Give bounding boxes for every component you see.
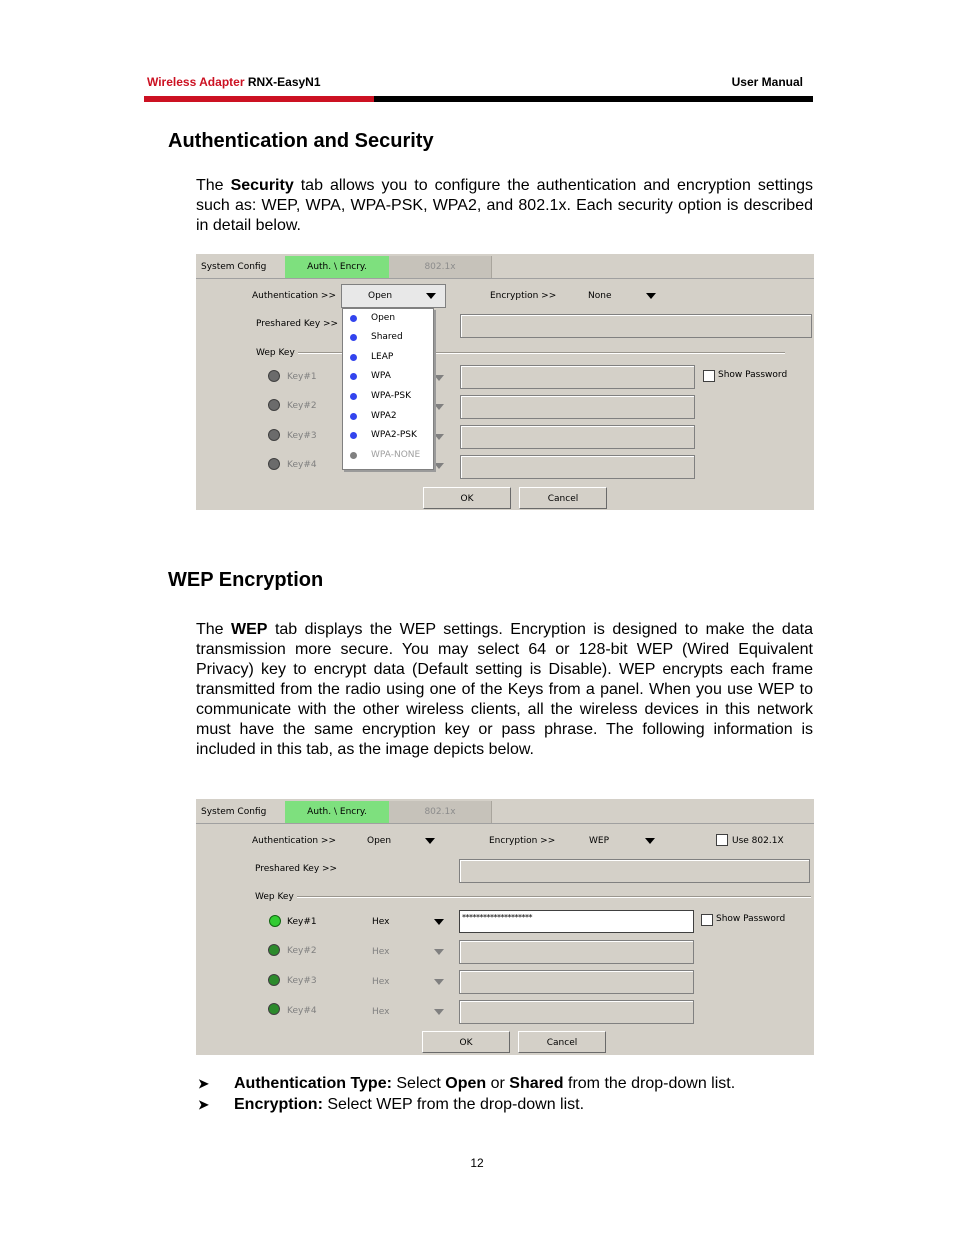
chevron-down-icon[interactable]	[434, 979, 444, 985]
bullet-bold: Shared	[509, 1075, 564, 1092]
preshared-key-input[interactable]	[460, 314, 812, 338]
preshared-key-label: Preshared Key >>	[255, 864, 338, 874]
bullet-plain: or	[486, 1075, 510, 1092]
key1-input[interactable]	[460, 365, 695, 389]
show-password-checkbox[interactable]	[701, 914, 713, 926]
key3-radio[interactable]	[268, 429, 280, 441]
para-text: The	[196, 177, 231, 194]
dropdown-option[interactable]	[343, 309, 433, 328]
option-label: Shared	[371, 332, 403, 342]
cancel-button[interactable]: Cancel	[519, 487, 607, 509]
preshared-key-input[interactable]	[459, 859, 810, 883]
bullet-dot-icon	[350, 432, 357, 439]
dropdown-option[interactable]	[343, 426, 433, 445]
encryption-select[interactable]: None	[588, 291, 612, 301]
header-rule-accent	[144, 96, 374, 102]
chevron-down-icon[interactable]	[434, 434, 444, 440]
key4-input[interactable]	[460, 455, 695, 479]
key4-format[interactable]: Hex	[372, 1007, 390, 1017]
header-brand: Wireless Adapter	[147, 75, 245, 89]
para-text: tab allows you to configure the authentication and encryption settings such as: WEP, WPA, WPA-PSK, WPA2, and 802.1x. Each security option is described in detail below.	[196, 177, 813, 234]
bullet-dot-icon	[350, 354, 357, 361]
header-manual-label: User Manual	[731, 75, 803, 89]
tab-system-config[interactable]: System Config	[196, 256, 290, 278]
show-password-label: Show Password	[718, 370, 788, 380]
bullet-dot-icon	[350, 334, 357, 341]
key1-input[interactable]	[459, 910, 694, 933]
encryption-label: Encryption >>	[490, 291, 557, 301]
preshared-key-label: Preshared Key >>	[256, 319, 339, 329]
chevron-down-icon[interactable]	[434, 375, 444, 381]
tab-system-config[interactable]: System Config	[196, 801, 290, 823]
key1-label: Key#1	[287, 917, 317, 927]
arrow-bullet-icon: ➤	[198, 1097, 209, 1112]
key2-radio[interactable]	[268, 944, 280, 956]
tab-8021x[interactable]: 802.1x	[389, 801, 492, 823]
bullet-bold: Authentication Type:	[234, 1075, 392, 1092]
option-label: LEAP	[371, 352, 394, 362]
para-text: The	[196, 621, 232, 638]
header-title	[147, 75, 321, 89]
key2-radio[interactable]	[268, 399, 280, 411]
key3-radio[interactable]	[268, 974, 280, 986]
key1-radio[interactable]	[268, 370, 280, 382]
page-number: 12	[470, 1156, 484, 1170]
section-title-wep: WEP Encryption	[168, 569, 324, 591]
para-bold: Security	[230, 177, 294, 194]
option-label: WPA2-PSK	[371, 430, 417, 440]
bullet-dot-icon	[350, 373, 357, 380]
dropdown-option[interactable]	[343, 348, 433, 367]
chevron-down-icon[interactable]	[434, 1009, 444, 1015]
screenshot-wep-settings	[196, 799, 814, 1055]
chevron-down-icon[interactable]	[434, 404, 444, 410]
arrow-bullet-icon: ➤	[198, 1076, 209, 1091]
tab-auth-encry[interactable]: Auth. \ Encry.	[285, 256, 389, 278]
chevron-down-icon[interactable]	[434, 463, 444, 469]
key1-input-value: ********************	[462, 913, 532, 922]
key3-format[interactable]: Hex	[372, 977, 390, 987]
key3-input[interactable]	[459, 970, 694, 994]
para-bold: WEP	[231, 621, 268, 638]
auth-dropdown-list	[342, 308, 434, 470]
use-8021x-label: Use 802.1X	[732, 836, 784, 846]
dropdown-option-disabled	[343, 446, 433, 465]
key2-input[interactable]	[460, 395, 695, 419]
dropdown-option[interactable]	[343, 367, 433, 386]
tab-8021x[interactable]: 802.1x	[389, 256, 492, 278]
wep-key-label: Wep Key	[255, 892, 294, 902]
dropdown-option[interactable]	[343, 407, 433, 426]
bullet-plain: Select	[391, 1075, 446, 1092]
bullet-bold: Open	[445, 1075, 487, 1092]
section-wep-paragraph	[196, 620, 813, 760]
bullet-dot-icon	[350, 452, 357, 459]
key1-label: Key#1	[287, 372, 317, 382]
chevron-down-icon[interactable]	[646, 293, 656, 299]
option-label: WPA-PSK	[371, 391, 411, 401]
show-password-checkbox[interactable]	[703, 370, 715, 382]
chevron-down-icon[interactable]	[645, 838, 655, 844]
encryption-select[interactable]: WEP	[589, 836, 610, 846]
auth-select[interactable]	[341, 284, 446, 308]
header-rule	[144, 96, 813, 102]
tab-auth-encry[interactable]: Auth. \ Encry.	[285, 801, 389, 823]
key2-label: Key#2	[287, 401, 317, 411]
screenshot-auth-dropdown	[196, 254, 814, 510]
bullet-plain: Select WEP from the drop-down list.	[322, 1096, 585, 1113]
key3-label: Key#3	[287, 976, 317, 986]
key4-input[interactable]	[459, 1000, 694, 1024]
dropdown-option[interactable]	[343, 328, 433, 347]
ok-button[interactable]: OK	[422, 1031, 510, 1053]
bullet-text	[234, 1095, 584, 1115]
key1-format[interactable]: Hex	[372, 917, 390, 927]
ok-button[interactable]: OK	[423, 487, 511, 509]
dropdown-option[interactable]	[343, 387, 433, 406]
chevron-down-icon[interactable]	[434, 919, 444, 925]
group-divider	[297, 896, 811, 898]
para-text: tab displays the WEP settings. Encryption is designed to make the data transmission more secure. You may select 64 or 128-bit WEP (Wired Equivalent Privacy) key to encrypt data (Default setting is Disable). WEP encrypts each frame transmitted from the radio using one of the Keys from a panel. When you use WEP to communicate with the other wireless clients, all the wireless devices in this network must have the same encryption key or pass phrase. The following information is included in this tab, as the image depicts below.	[196, 621, 813, 758]
chevron-down-icon[interactable]	[434, 949, 444, 955]
cancel-button[interactable]: Cancel	[518, 1031, 606, 1053]
bullet-text	[234, 1074, 735, 1094]
chevron-down-icon[interactable]	[425, 838, 435, 844]
key4-radio[interactable]	[268, 458, 280, 470]
key2-format[interactable]: Hex	[372, 947, 390, 957]
bullet-plain: from the drop-down list.	[563, 1075, 736, 1092]
tab-bar	[196, 799, 814, 824]
auth-label: Authentication >>	[252, 291, 337, 301]
tab-bar	[196, 254, 814, 279]
chevron-down-icon	[426, 293, 436, 299]
key1-radio-selected[interactable]	[269, 915, 281, 927]
key2-input[interactable]	[459, 940, 694, 964]
section-auth-paragraph	[196, 176, 813, 236]
key3-label: Key#3	[287, 431, 317, 441]
header-model: RNX-EasyN1	[247, 75, 321, 89]
key3-input[interactable]	[460, 425, 695, 449]
key2-label: Key#2	[287, 946, 317, 956]
option-label: WPA2	[371, 411, 397, 421]
option-label: WPA	[371, 371, 391, 381]
key4-label: Key#4	[287, 460, 317, 470]
encryption-label: Encryption >>	[489, 836, 556, 846]
wep-key-label: Wep Key	[256, 348, 295, 358]
auth-label: Authentication >>	[252, 836, 337, 846]
option-label: WPA-NONE	[371, 450, 421, 460]
auth-select[interactable]: Open	[367, 836, 392, 846]
bullet-dot-icon	[350, 393, 357, 400]
auth-select-value: Open	[368, 291, 393, 301]
bullet-bold: Encryption:	[234, 1096, 323, 1113]
key4-radio[interactable]	[268, 1003, 280, 1015]
key4-label: Key#4	[287, 1006, 317, 1016]
option-label: Open	[371, 313, 396, 323]
bullet-dot-icon	[350, 413, 357, 420]
use-8021x-checkbox[interactable]	[716, 834, 728, 846]
section-title-auth: Authentication and Security	[168, 130, 434, 152]
bullet-dot-icon	[350, 315, 357, 322]
show-password-label: Show Password	[716, 914, 786, 924]
